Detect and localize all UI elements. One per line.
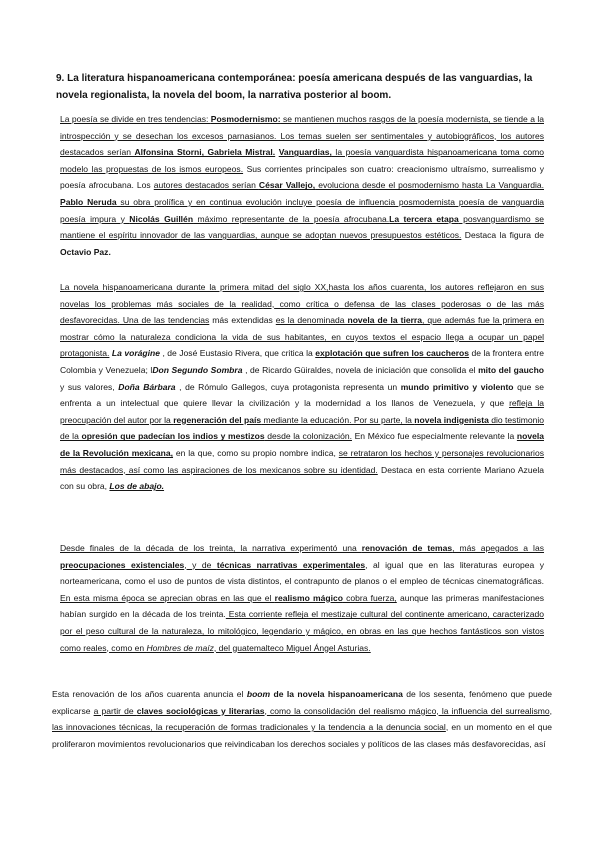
text-run: hasta los años cuarenta [328, 282, 424, 292]
text-run: , del guatemalteco Miguel Ángel Asturias. [213, 642, 371, 653]
text-run: de los sesenta, fenómeno que puede explicarse [52, 689, 552, 716]
paragraph-poetry [60, 111, 544, 260]
text-run: En México fue especialmente relevante la [351, 431, 517, 442]
bold-term: novela de la Revolución mexicana, [60, 431, 544, 458]
text-run: aunque las primeras manifestaciones habían surgido en la década de los treinta. [60, 592, 545, 620]
text-run: , de Rómulo Gallegos, cuya protagonista representa un [175, 381, 401, 392]
bold-term: de la novela hispanoamericana [270, 689, 403, 699]
text-run: más extendidas [209, 315, 276, 326]
text-run: que se enfrenta a un intelectual que quiere llevar la civilización y la modernidad a los llanos de Venezuela, y que [60, 381, 544, 409]
bold-term: claves sociológicas y literarias [136, 705, 265, 716]
text-run: evoluciona desde el posmodernismo hasta La Vanguardia. [315, 180, 544, 191]
text-run: , que además fue la primera en mostrar cómo la naturaleza condiciona la vida de sus habitantes, en cuyos textos el espacio llega a ocupar un papel protagonista. [60, 315, 544, 359]
text-run: Destaca la figura de [461, 230, 544, 241]
author-name: Pablo Neruda [60, 196, 117, 207]
bold-term: opresión que padecían los indios y mestizos [81, 431, 265, 442]
text-run: autores destacados serían [153, 180, 259, 191]
text-run: Sus corrientes principales son cuatro: creacionismo ultraísmo, surrealismo y poesía afrocubana. Los [60, 163, 544, 191]
bold-term: regeneración del país [173, 414, 262, 425]
bold-term: boom [246, 689, 271, 699]
section-heading: 9. La literatura hispanoamericana contemporánea: poesía americana después de las vanguardias, la novela regionalista, la novela del boom, la narrativa posterior al boom. [56, 73, 533, 101]
text-run: dio testimonio de la [60, 414, 544, 442]
text-run: máximo representante de la poesía afrocubana. [193, 213, 390, 224]
text-run: En esta misma época se aprecian obras en las que el [60, 592, 275, 603]
author-name: Nicolás Guillén [129, 213, 194, 224]
text-run: , de Ricardo Güiraldes, novela de iniciación que consolida el [242, 364, 479, 375]
text-run: se mantienen muchos rasgos de la poesía modernista, se tiende a la introspección y se desechan los excesos parnasianos. Los temas suelen ser sentimentales y autobiográficos, los autores destacados serían [60, 114, 544, 158]
text-run: La novela hispanoamericana durante la primera mitad del siglo XX, [60, 282, 329, 292]
text-run: posvanguardismo se mantiene el espíritu innovador de las vanguardias, aunque se adoptan nuevos presupuestos estéticos. [60, 213, 545, 241]
work-title: La vorágine [111, 348, 160, 359]
bold-term: Posmodernismo: [210, 114, 281, 124]
bold-term: mundo primitivo y violento [400, 381, 514, 392]
paragraph-renewal [60, 540, 544, 656]
text-run: Una de las tendencias [119, 315, 210, 326]
text-run: refleja la preocupación del autor por la [60, 398, 544, 425]
work-title: Doña Bárbara [118, 381, 176, 392]
text-run: cobra fuerza, [342, 592, 397, 603]
text-run: es la denominada [275, 315, 348, 326]
text-run: , [264, 705, 267, 716]
text-run: en la que, como su propio nombre indica, [173, 447, 339, 458]
text-run: , más apegados a las [452, 543, 544, 553]
text-run: su obra prolífica y en continua evolución incluye poesía de influencia posmodernista poesía de vanguardia poesía impura y [60, 196, 545, 224]
bold-term: explotación que sufren los caucheros [315, 348, 470, 359]
author-names: Alfonsina Storni, Gabriela Mistral. [134, 147, 276, 158]
bold-term: técnicas narrativas experimentales [216, 559, 366, 570]
text-run: , al igual que en las literaturas europea y norteamericana, como el uso de puntos de vista distintos, el contrapunto de planos o el empleo de técnicas cinematográficas. [60, 559, 544, 587]
text-run: Desde finales de la década de los treinta, la narrativa experimentó una [60, 543, 362, 553]
work-title: Don Segundo Sombra [152, 364, 243, 375]
bold-term: realismo mágico [274, 592, 343, 603]
work-title: Hombres de maíz [146, 642, 214, 653]
work-title: Los de abajo. [109, 481, 165, 492]
bold-term: Vanguardias, [278, 147, 332, 158]
bold-term: preocupaciones existenciales [60, 559, 185, 570]
text-run: , en un momento en el que proliferaron movimientos revolucionarios que reivindicaban los derechos sociales y políticos de las clases más desfavorecidas, así [52, 722, 552, 749]
text-run: , los autores reflejaron en sus novelas los problemas más sociales de la realidad, [60, 282, 544, 309]
text-run: como la consolidación del realismo mágico, la influencia del surrealismo, las innovaciones técnicas, la recuperación de formas tradicionales y la tendencia a la denuncia social [52, 705, 552, 733]
bold-term: novela de la tierra [347, 315, 422, 326]
text-run: desde la colonización. [264, 431, 352, 442]
text-run: La poesía se divide en tres tendencias: [60, 114, 211, 124]
bold-term: La tercera etapa [389, 213, 459, 224]
text-run: , y de [184, 559, 217, 570]
text-run: Destaca en esta corriente Mariano Azuela con su obra, [60, 464, 544, 492]
text-run: y sus valores, [60, 381, 119, 392]
text-run: Esta renovación de los años cuarenta anuncia el [52, 689, 247, 699]
text-run: la poesía vanguardista hispanoamericana toma como modelo las propuestas de los ismos europeos. [60, 147, 544, 174]
author-name: Octavio Paz. [60, 246, 111, 257]
paragraph-regional-novel [60, 279, 544, 495]
text-run: , de José Eustasio Rivera, que critica la [159, 348, 316, 359]
text-run: como crítica o defensa de las clases poderosas o de las más desfavorecidas. [60, 298, 544, 326]
text-run: Esta corriente refleja el mestizaje cultural del continente americano, caracterizado por el peso cultural de la naturaleza, lo mitológico, legendario y mágico, en obras en las que hechos fantásticos son vistos como reales, como en [60, 609, 544, 653]
bold-term: renovación de temas [361, 543, 453, 553]
text-run: a partir de [93, 705, 137, 716]
bold-term: novela indigenista [414, 414, 489, 425]
text-run: mediante la educación. Por su parte, la [261, 414, 415, 425]
author-name: César Vallejo, [258, 180, 316, 191]
text-run: se retrataron los hechos y personajes revolucionarios más destacados, así como las aspiraciones de los mexicanos sobre su identidad. [60, 447, 544, 475]
bold-term: mito del gaucho [478, 364, 545, 375]
text-run: de la frontera entre Colombia y Venezuela; l [60, 348, 545, 375]
paragraph-boom [52, 686, 552, 752]
